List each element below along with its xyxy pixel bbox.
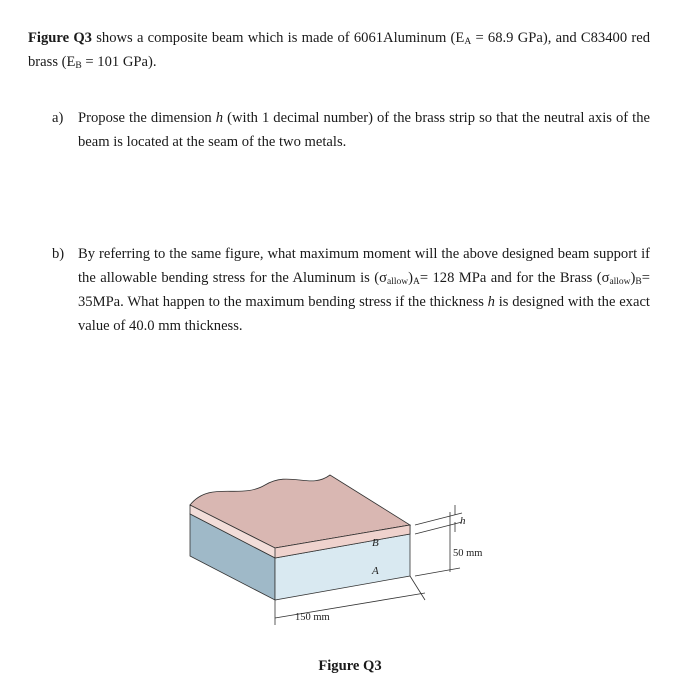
question-b-text-5: = 35MPa. What happen to the maximum bending stress if the thickness — [78, 270, 650, 310]
label-aluminum-a: A — [372, 565, 379, 577]
question-b-body — [78, 242, 650, 338]
intro-text-1: shows a composite beam which is made of 6061Aluminum (E — [91, 30, 465, 46]
question-a-body — [78, 106, 650, 154]
composite-beam-figure — [170, 450, 530, 660]
label-brass-b: B — [372, 537, 379, 549]
intro-text-2: = 68.9 GPa), and C83400 red brass (E — [28, 30, 650, 70]
question-b-text-6: is designed with the exact value of 40.0 mm thickness. — [78, 294, 650, 334]
question-b-text-4: ) — [630, 270, 636, 286]
intro-subscript-b: B — [75, 61, 82, 71]
question-b-text-2: ) — [408, 270, 413, 286]
question-b-text-3: = 128 MPa and for the Brass (σ — [419, 270, 610, 286]
question-b-text-1: By referring to the same figure, what maximum moment will the above designed beam support if the allowable bending stress for the Aluminum is (σ — [78, 246, 650, 286]
dimension-50mm — [415, 512, 460, 576]
question-a-text-1: Propose the dimension — [78, 110, 216, 126]
question-a-text-2: (with 1 decimal number) of the brass strip so that the neutral axis of the beam is located at the seam of the two metals. — [78, 110, 650, 150]
intro-subscript-a: A — [464, 37, 472, 47]
question-b-subscript-allow-2: allow — [609, 277, 631, 287]
label-50mm: 50 mm — [453, 548, 483, 559]
intro-paragraph — [28, 26, 650, 74]
label-150mm: 150 mm — [295, 612, 330, 623]
intro-text-3: = 101 GPa). — [81, 54, 157, 70]
question-b-subscript-b: B — [635, 277, 642, 287]
question-a — [52, 106, 650, 154]
question-b-variable-h: h — [487, 294, 495, 310]
question-a-label: a) — [52, 110, 64, 126]
question-b-subscript-a: A — [412, 277, 420, 287]
question-b-subscript-allow-1: allow — [386, 277, 409, 287]
question-b — [52, 242, 650, 338]
figure-reference: Figure Q3 — [28, 30, 92, 46]
dimension-h — [415, 505, 462, 534]
question-b-label: b) — [52, 246, 65, 262]
figure-caption: Figure Q3 — [318, 658, 382, 674]
label-h: h — [460, 515, 466, 527]
question-a-variable-h: h — [215, 110, 224, 126]
